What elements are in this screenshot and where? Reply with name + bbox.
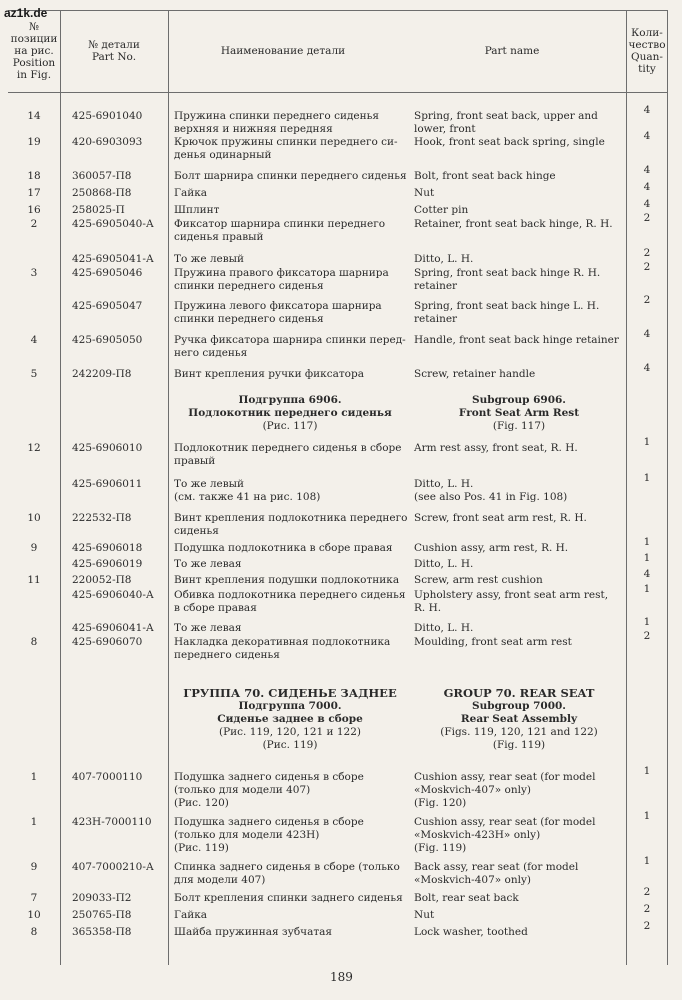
part-number-cell: 425-6906040-А bbox=[72, 589, 154, 601]
quantity-cell: 2 bbox=[643, 261, 651, 273]
part-name-ru-cell: Винт крепления подушки подлокотника bbox=[174, 574, 400, 586]
quantity-cell: 1 bbox=[643, 583, 651, 595]
section-heading-line: Subgroup 7000. bbox=[472, 700, 566, 712]
part-name-en-cell: Retainer, front seat back hinge, R. H. bbox=[414, 218, 613, 230]
quantity-cell: 4 bbox=[643, 362, 651, 374]
page-number: 189 bbox=[330, 970, 353, 984]
part-name-ru-cell: Пружина правого фиксатора шарнира спинки переднего сиденья bbox=[174, 267, 389, 292]
part-name-ru-cell: Гайка bbox=[174, 909, 208, 921]
quantity-cell: 2 bbox=[643, 630, 651, 642]
part-number-cell: 425-6901040 bbox=[72, 110, 143, 122]
part-name-en-cell: Hook, front seat back spring, single bbox=[414, 136, 605, 148]
quantity-cell: 2 bbox=[643, 294, 651, 306]
column-divider bbox=[168, 10, 169, 965]
part-number-cell: 425-6906070 bbox=[72, 636, 143, 648]
part-number-cell: 425-6906041-А bbox=[72, 622, 154, 634]
position-cell: 5 bbox=[30, 368, 38, 380]
part-name-en-cell: Spring, front seat back, upper and lower, front bbox=[414, 110, 598, 135]
part-name-ru-cell: Подушка заднего сиденья в сборе (только для модели 407) (Рис. 120) bbox=[174, 771, 364, 809]
part-name-en-cell: Screw, arm rest cushion bbox=[414, 574, 543, 586]
quantity-cell: 1 bbox=[643, 552, 651, 564]
part-name-en-cell: Nut bbox=[414, 909, 435, 921]
part-name-en-cell: Nut bbox=[414, 187, 435, 199]
part-name-en-cell: Cushion assy, arm rest, R. H. bbox=[414, 542, 569, 554]
part-name-ru-cell: Ручка фиксатора шарнира спинки перед- него сиденья bbox=[174, 334, 406, 359]
part-name-ru-cell: Крючок пружины спинки переднего си- денья одинарный bbox=[174, 136, 398, 161]
section-heading-ru bbox=[168, 687, 412, 752]
part-name-ru-cell: Винт крепления подлокотника переднего сиденья bbox=[174, 512, 408, 537]
part-number-cell: 425-6906019 bbox=[72, 558, 143, 570]
position-cell: 9 bbox=[30, 542, 38, 554]
part-number-cell: 242209-П8 bbox=[72, 368, 132, 380]
quantity-cell: 1 bbox=[643, 765, 651, 777]
part-number-cell: 365358-П8 bbox=[72, 926, 132, 938]
section-heading-line: Подгруппа 6906. bbox=[238, 394, 342, 406]
quantity-cell: 2 bbox=[643, 247, 651, 259]
part-name-en-cell: Spring, front seat back hinge L. H. retainer bbox=[414, 300, 600, 325]
part-name-en-cell: Bolt, rear seat back bbox=[414, 892, 519, 904]
part-number-cell: 425-6906018 bbox=[72, 542, 143, 554]
part-name-ru-cell: Спинка заднего сиденья в сборе (только для модели 407) bbox=[174, 861, 400, 886]
part-number-cell: 423Н-7000110 bbox=[72, 816, 152, 828]
part-name-ru-cell: Болт крепления спинки заднего сиденья bbox=[174, 892, 403, 904]
position-cell: 18 bbox=[27, 170, 41, 182]
header-name-ru: Наименование детали bbox=[220, 45, 346, 57]
section-heading-line: (Рис. 119) bbox=[262, 739, 318, 751]
part-number-cell: 222532-П8 bbox=[72, 512, 132, 524]
part-number-cell: 425-6905041-А bbox=[72, 253, 154, 265]
position-cell: 4 bbox=[30, 334, 38, 346]
section-heading-en bbox=[412, 687, 626, 752]
part-number-cell: 360057-П8 bbox=[72, 170, 132, 182]
position-cell: 14 bbox=[27, 110, 41, 122]
quantity-cell: 4 bbox=[643, 198, 651, 210]
quantity-cell: 1 bbox=[643, 616, 651, 628]
header-position: № позиции на рис. Position in Fig. bbox=[10, 21, 58, 81]
part-name-en-cell: Arm rest assy, front seat, R. H. bbox=[414, 442, 578, 454]
quantity-cell: 1 bbox=[643, 472, 651, 484]
header-part-no: № детали Part No. bbox=[88, 39, 140, 63]
part-number-cell: 425-6906011 bbox=[72, 478, 143, 490]
section-heading-line: Front Seat Arm Rest bbox=[458, 407, 580, 419]
quantity-cell: 4 bbox=[643, 130, 651, 142]
part-name-ru-cell: Подушка подлокотника в сборе правая bbox=[174, 542, 393, 554]
part-name-ru-cell: То же левый (см. также 41 на рис. 108) bbox=[174, 478, 321, 503]
quantity-cell: 1 bbox=[643, 436, 651, 448]
quantity-cell: 4 bbox=[643, 164, 651, 176]
quantity-cell: 4 bbox=[643, 568, 651, 580]
part-name-en-cell: Ditto, L. H. bbox=[414, 558, 474, 570]
parts-catalog-page bbox=[8, 10, 668, 965]
part-name-en-cell: Screw, front seat arm rest, R. H. bbox=[414, 512, 587, 524]
position-cell: 12 bbox=[27, 442, 41, 454]
part-number-cell: 425-6905046 bbox=[72, 267, 143, 279]
section-heading-line: (Рис. 117) bbox=[262, 420, 318, 432]
section-heading-line: Сиденье заднее в сборе bbox=[217, 713, 363, 725]
section-heading-line: Subgroup 6906. bbox=[472, 394, 566, 406]
header-quantity: Коли- чество Quan- tity bbox=[628, 27, 666, 75]
part-number-cell: 420-6903093 bbox=[72, 136, 143, 148]
section-heading-en bbox=[412, 394, 626, 433]
part-name-ru-cell: Пружина левого фиксатора шарнира спинки переднего сиденья bbox=[174, 300, 382, 325]
section-heading-line: ГРУППА 70. СИДЕНЬЕ ЗАДНЕЕ bbox=[183, 686, 397, 700]
part-name-en-cell: Handle, front seat back hinge retainer bbox=[414, 334, 619, 346]
part-number-cell: 220052-П8 bbox=[72, 574, 132, 586]
part-number-cell: 250868-П8 bbox=[72, 187, 132, 199]
part-name-en-cell: Ditto, L. H. (see also Pos. 41 in Fig. 108) bbox=[414, 478, 568, 503]
quantity-cell: 2 bbox=[643, 886, 651, 898]
section-heading-line: Rear Seat Assembly bbox=[460, 713, 578, 725]
section-heading-ru bbox=[168, 394, 412, 433]
part-number-cell: 425-6905047 bbox=[72, 300, 143, 312]
section-heading-line: (Figs. 119, 120, 121 and 122) bbox=[440, 726, 598, 738]
part-number-cell: 407-7000210-А bbox=[72, 861, 154, 873]
position-cell: 2 bbox=[30, 218, 38, 230]
header-rule bbox=[8, 92, 668, 93]
part-name-ru-cell: Подлокотник переднего сиденья в сборе правый bbox=[174, 442, 402, 467]
part-name-en-cell: Upholstery assy, front seat arm rest, R. H. bbox=[414, 589, 609, 614]
part-name-ru-cell: Винт крепления ручки фиксатора bbox=[174, 368, 364, 380]
part-number-cell: 258025-П bbox=[72, 204, 125, 216]
part-name-ru-cell: Шплинт bbox=[174, 204, 220, 216]
position-cell: 8 bbox=[30, 926, 38, 938]
part-name-en-cell: Back assy, rear seat (for model «Moskvich-407» only) bbox=[414, 861, 579, 886]
section-heading-line: (Рис. 119, 120, 121 и 122) bbox=[218, 726, 361, 738]
part-number-cell: 209033-П2 bbox=[72, 892, 132, 904]
part-number-cell: 250765-П8 bbox=[72, 909, 132, 921]
part-name-ru-cell: Подушка заднего сиденья в сборе (только для модели 423Н) (Рис. 119) bbox=[174, 816, 364, 854]
part-name-ru-cell: Гайка bbox=[174, 187, 208, 199]
part-name-ru-cell: Пружина спинки переднего сиденья верхняя и нижняя передняя bbox=[174, 110, 379, 135]
position-cell: 16 bbox=[27, 204, 41, 216]
part-name-ru-cell: То же левая bbox=[174, 622, 242, 634]
part-name-en-cell: Spring, front seat back hinge R. H. retainer bbox=[414, 267, 601, 292]
part-name-ru-cell: Болт шарнира спинки переднего сиденья bbox=[174, 170, 407, 182]
quantity-cell: 2 bbox=[643, 920, 651, 932]
quantity-cell: 1 bbox=[643, 810, 651, 822]
part-name-en-cell: Bolt, front seat back hinge bbox=[414, 170, 556, 182]
part-name-en-cell: Ditto, L. H. bbox=[414, 253, 474, 265]
part-name-ru-cell: То же левая bbox=[174, 558, 242, 570]
header-name-en: Part name bbox=[484, 45, 540, 57]
part-name-en-cell: Moulding, front seat arm rest bbox=[414, 636, 572, 648]
part-name-en-cell: Lock washer, toothed bbox=[414, 926, 528, 938]
position-cell: 7 bbox=[30, 892, 38, 904]
position-cell: 1 bbox=[30, 771, 38, 783]
part-name-ru-cell: То же левый bbox=[174, 253, 245, 265]
position-cell: 17 bbox=[27, 187, 41, 199]
position-cell: 19 bbox=[27, 136, 41, 148]
part-name-en-cell: Cushion assy, rear seat (for model «Moskvich-407» only) (Fig. 120) bbox=[414, 771, 596, 809]
quantity-cell: 1 bbox=[643, 536, 651, 548]
part-name-en-cell: Screw, retainer handle bbox=[414, 368, 536, 380]
section-heading-line: Подлокотник переднего сиденья bbox=[188, 407, 392, 419]
quantity-cell: 2 bbox=[643, 212, 651, 224]
position-cell: 11 bbox=[27, 574, 41, 586]
part-name-ru-cell: Шайба пружинная зубчатая bbox=[174, 926, 333, 938]
section-heading-line: (Fig. 117) bbox=[492, 420, 546, 432]
position-cell: 9 bbox=[30, 861, 38, 873]
quantity-cell: 4 bbox=[643, 328, 651, 340]
quantity-cell: 4 bbox=[643, 181, 651, 193]
part-name-en-cell: Ditto, L. H. bbox=[414, 622, 474, 634]
site-watermark: az1k.de bbox=[4, 6, 48, 20]
position-cell: 10 bbox=[27, 512, 41, 524]
part-number-cell: 425-6905050 bbox=[72, 334, 143, 346]
section-heading-line: (Fig. 119) bbox=[492, 739, 546, 751]
position-cell: 3 bbox=[30, 267, 38, 279]
column-divider bbox=[60, 10, 61, 965]
quantity-cell: 2 bbox=[643, 903, 651, 915]
position-cell: 8 bbox=[30, 636, 38, 648]
part-number-cell: 407-7000110 bbox=[72, 771, 143, 783]
part-name-en-cell: Cotter pin bbox=[414, 204, 469, 216]
part-number-cell: 425-6905040-А bbox=[72, 218, 154, 230]
position-cell: 1 bbox=[30, 816, 38, 828]
part-name-ru-cell: Обивка подлокотника переднего сиденья в сборе правая bbox=[174, 589, 406, 614]
part-number-cell: 425-6906010 bbox=[72, 442, 143, 454]
part-name-ru-cell: Накладка декоративная подлокотника переднего сиденья bbox=[174, 636, 391, 661]
part-name-en-cell: Cushion assy, rear seat (for model «Moskvich-423H» only) (Fig. 119) bbox=[414, 816, 596, 854]
part-name-ru-cell: Фиксатор шарнира спинки переднего сиденья правый bbox=[174, 218, 386, 243]
quantity-cell: 1 bbox=[643, 855, 651, 867]
section-heading-line: Подгруппа 7000. bbox=[238, 700, 342, 712]
quantity-cell: 4 bbox=[643, 104, 651, 116]
position-cell: 10 bbox=[27, 909, 41, 921]
section-heading-line: GROUP 70. REAR SEAT bbox=[443, 686, 595, 700]
